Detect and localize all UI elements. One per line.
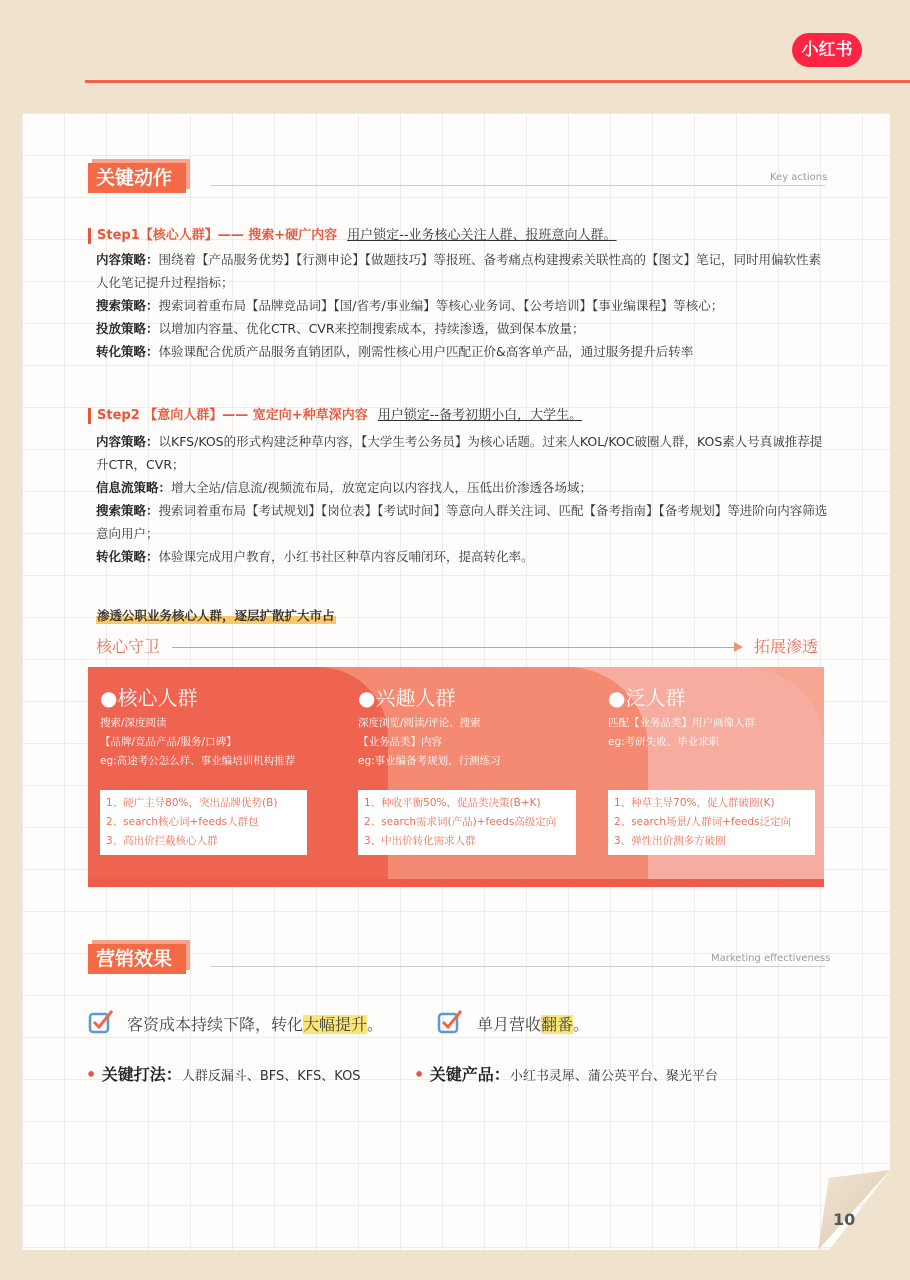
group-title: ●泛人群 [608,686,686,710]
group-desc: 匹配【业务品类】用户画像人群 eg:考研失败、毕业求职 [608,717,755,748]
group-actions: 1、种草主导70%，促人群破圈(K) 2、search场景/人群词+feeds泛定向 3、弹性出价测多方破圈 [608,790,815,855]
brand-logo: 小红书 [792,33,862,67]
group-desc: 搜索/深度阅读 【品牌/竞品产品/服务/口碑】 eg:高途考公怎么样、事业编培训机构推荐 [100,717,296,767]
bullet-key-tactics: • 关键打法：人群反漏斗、BFS、KFS、KOS [86,1065,361,1084]
axis-right-label: 拓展渗透 [754,637,819,656]
step2-heading [88,408,582,424]
step1-title: Step1【核心人群】—— 搜索+硬广内容 [97,228,338,243]
step1-target: 用户锁定--业务核心关注人群、报班意向人群。 [347,228,617,243]
group-interest [358,685,557,847]
section-title-marketing: 营销效果 [88,944,186,974]
group-title: ●兴趣人群 [358,686,456,710]
step1-line: 搜索策略：搜索词着重布局【品牌竞品词】【国/省考/事业编】等核心业务词、【公考培训】【事业编课程】等核心； [96,298,724,313]
step2-line: 搜索策略：搜索词着重布局【考试规划】【岗位表】【考试时间】等意向人群关注词、匹配【备考指南】【备考规划】等进阶向内容筛选意向用户； [96,503,828,541]
effect-revenue-double: 单月营收翻番。 [477,1015,590,1034]
checkbox-icon [88,1008,114,1034]
step1-line: 内容策略：围绕着【产品服务优势】【行测申论】【做题技巧】等报班、备考痛点构建搜索关联性高的【图文】笔记，同时用偏软性素人化笔记提升过程指标； [96,252,822,290]
step2-title: Step2 【意向人群】—— 宽定向+种草深内容 [97,408,368,423]
group-title: ●核心人群 [100,686,198,710]
section-subtitle-en: Marketing effectiveness [711,953,831,964]
group-core [100,685,296,847]
header-rule [85,80,910,83]
group-actions: 1、种收平衡50%，促品类决策(B+K) 2、search需求词(产品)+feeds高级定向 3、中出价转化需求人群 [358,790,576,855]
step2-body [96,430,831,568]
axis-left-label: 核心守卫 [96,637,161,656]
step2-line: 内容策略：以KFS/KOS的形式构建泛种草内容，【大学生考公务员】为核心话题。过来人KOL/KOC破圈人群，KOS素人号真诚推荐提升CTR，CVR； [96,434,823,472]
effect-cost-down: 客资成本持续下降，转化大幅提升。 [127,1015,384,1034]
step2-line: 转化策略：体验课完成用户教育，小红书社区种草内容反哺闭环，提高转化率。 [96,549,534,564]
band-base [88,879,824,887]
step1-line: 转化策略：体验课配合优质产品服务直销团队，刚需性核心用户匹配正价&高客单产品，通过服务提升后转率 [96,344,694,359]
axis-arrow-icon [734,642,743,652]
step2-target: 用户锁定--备考初期小白，大学生。 [377,408,583,423]
step2-line: 信息流策略：增大全站/信息流/视频流布局，放宽定向以内容找人，压低出价渗透各场域； [96,480,592,495]
section-title-key-actions: 关键动作 [88,163,186,193]
step1-heading [88,228,617,244]
strategy-banner-note: 渗透公职业务核心人群，逐层扩散扩大市占 [97,608,335,623]
group-desc: 深度浏览/阅读/评论、搜索 【业务品类】内容 eg:事业编备考规划、行测练习 [358,717,501,767]
page-number: 10 [833,1210,856,1229]
section-rule [210,185,825,186]
section-rule [210,966,825,967]
step1-body [96,248,831,363]
section-subtitle-en: Key actions [770,172,828,183]
group-broad [608,685,792,847]
checkbox-icon [437,1008,463,1034]
audience-layer-diagram [88,667,824,887]
group-actions: 1、硬广主导80%，突出品牌优势(B) 2、search核心词+feeds人群包 3、高出价拦截核心人群 [100,790,307,855]
bullet-key-products: • 关键产品：小红书灵犀、蒲公英平台、聚光平台 [414,1065,718,1084]
step1-line: 投放策略：以增加内容量、优化CTR、CVR来控制搜索成本，持续渗透，做到保本放量； [96,321,585,336]
axis-line [172,647,742,648]
